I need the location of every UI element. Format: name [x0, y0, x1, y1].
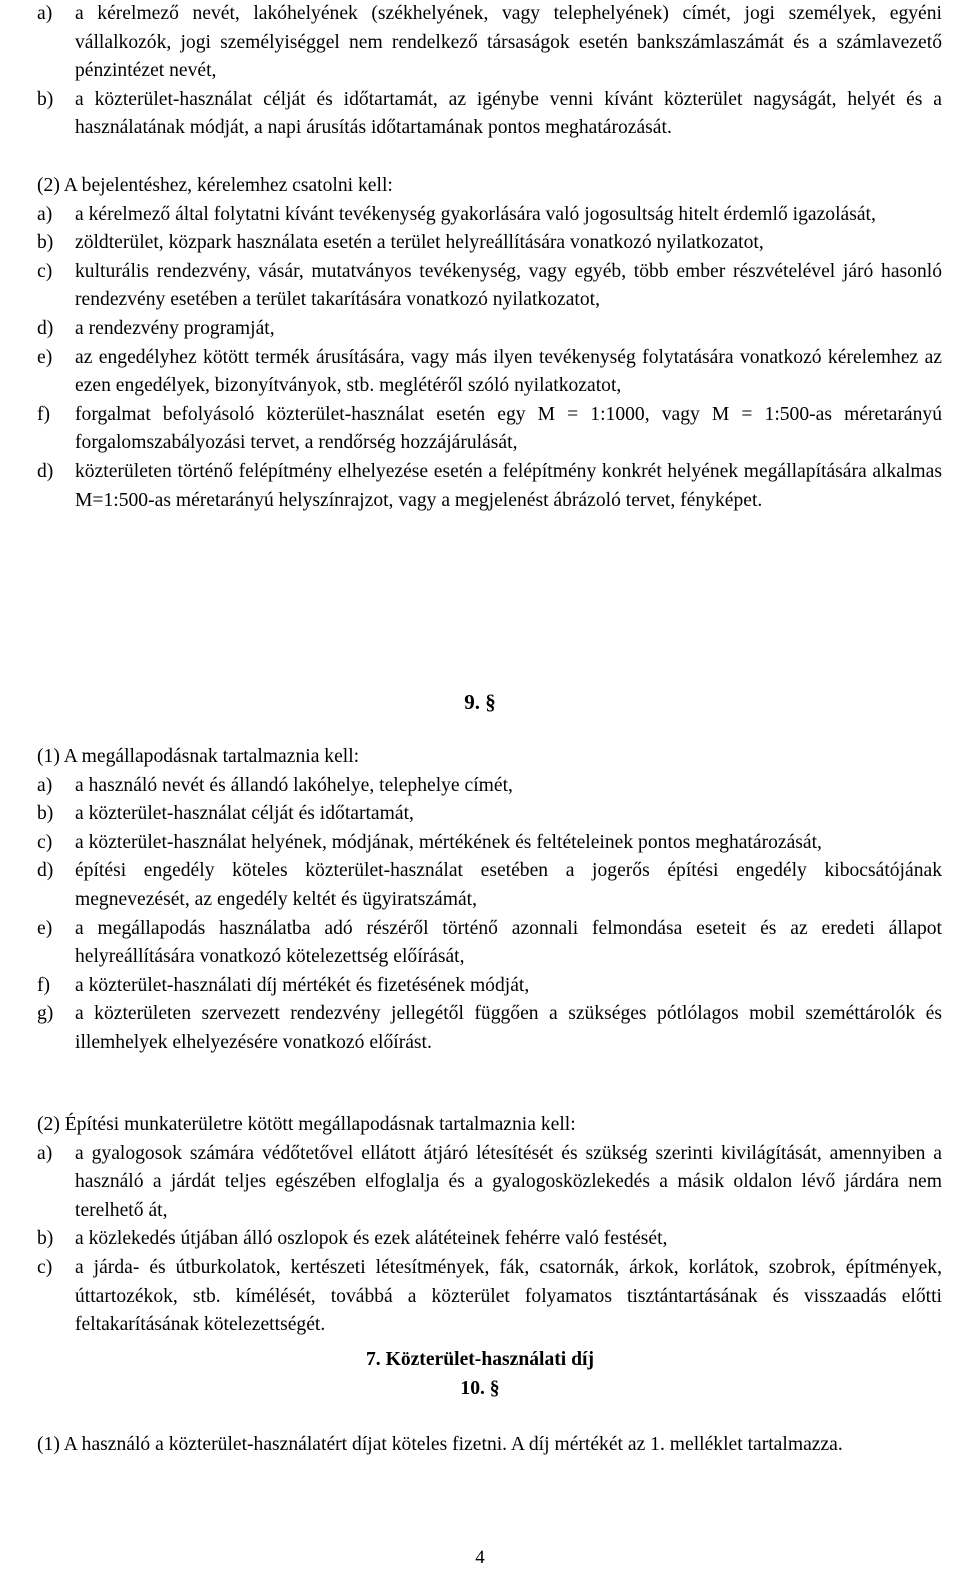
item-text: a kérelmező által folytatni kívánt tevékenység gyakorlására való jogosultság hitelt érdemlő igazolását,: [75, 203, 876, 225]
paragraph-intro-text: Építési munkaterületre kötött megállapodásnak tartalmaznia kell:: [64, 1114, 576, 1135]
item-label: a): [37, 774, 53, 796]
item-text: a közterület-használat helyének, módjának, mértékének és feltételeinek pontos meghatározását,: [75, 831, 822, 853]
list-item: [37, 1225, 942, 1254]
list-item: [37, 772, 942, 801]
list-continuation: [37, 0, 942, 143]
list-item: [37, 1140, 942, 1226]
item-text: a rendezvény programját,: [75, 317, 275, 339]
item-text: a közterület-használati díj mértékét és fizetésének módját,: [75, 974, 530, 996]
paragraph-body: A használó a közterület-használatért díjat köteles fizetni. A díj mértékét az 1. melléklet tartalmazza.: [63, 1434, 843, 1455]
item-text: közterületen történő felépítmény elhelyezése esetén a felépítmény konkrét helyének megállapítására alkalmas M=1:500-as méretarányú helyszínrajzot, vagy a megjelenést ábrázoló tervet, fényképet.: [75, 460, 942, 511]
list-item: [37, 0, 942, 86]
section-heading-10: 10. §: [460, 1378, 500, 1399]
item-text: a közterület-használat célját és időtartamát,: [75, 803, 414, 825]
item-label: f): [37, 974, 51, 996]
item-label: f): [37, 403, 51, 425]
list-item: [37, 401, 942, 458]
item-text: a kérelmező nevét, lakóhelyének (székhelyének, vagy telephelyének) címét, jogi személyek, egyéni vállalkozók, jogi személyiséggel nem rendelkező társaságok esetén bankszámlaszámát és a számlavezető pénzintézet nevét,: [75, 3, 942, 82]
list-item: [37, 915, 942, 972]
paragraph-text: [37, 1431, 942, 1460]
paragraph-number: (2): [37, 1114, 60, 1135]
item-label: b): [37, 88, 54, 110]
list-item: [37, 86, 942, 143]
list-item: [37, 201, 942, 230]
section-heading-9: 9. §: [464, 690, 496, 714]
section-10-paragraph-1: [37, 1431, 942, 1460]
paragraph-number: (2): [37, 175, 60, 196]
item-label: a): [37, 203, 53, 225]
item-text: zöldterület, közpark használata esetén a terület helyreállítására vonatkozó nyilatkozatot,: [75, 232, 764, 254]
list-item: [37, 258, 942, 315]
item-label: a): [37, 1142, 53, 1164]
list-item: [37, 229, 942, 258]
list-item: [37, 829, 942, 858]
item-text: kulturális rendezvény, vásár, mutatványos tevékenység, vagy egyéb, több ember részvételével járó hasonló rendezvény esetében a terület takarítására vonatkozó nyilatkozatot,: [75, 260, 942, 311]
paragraph-intro: [37, 743, 942, 772]
paragraph-number: (1): [37, 746, 60, 767]
paragraph-intro: [37, 1111, 942, 1140]
paragraph-intro-text: A bejelentéshez, kérelemhez csatolni kell:: [63, 175, 393, 196]
list-item: [37, 315, 942, 344]
item-label: e): [37, 346, 53, 368]
item-label: a): [37, 3, 53, 24]
item-label: d): [37, 860, 54, 882]
list-item: [37, 972, 942, 1001]
list-item: [37, 857, 942, 914]
list-item: [37, 1000, 942, 1057]
item-label: c): [37, 831, 53, 853]
paragraph-intro: [37, 172, 942, 201]
list-item: [37, 458, 942, 515]
item-text: a közterületen szervezett rendezvény jellegétől függően a szükséges pótlólagos mobil szeméttárolók és illemhelyek elhelyezésére vonatkozó előírást.: [75, 1003, 942, 1053]
item-label: b): [37, 232, 54, 254]
item-label: b): [37, 1228, 54, 1250]
page-number: 4: [475, 1547, 485, 1568]
item-label: e): [37, 917, 53, 939]
paragraph-intro-text: A megállapodásnak tartalmaznia kell:: [63, 746, 360, 767]
item-label: g): [37, 1003, 54, 1025]
list-item: [37, 1254, 942, 1340]
item-text: építési engedély köteles közterület-használat esetében a jogerős építési engedély kibocsátójának megnevezését, az engedély keltét és ügyiratszámát,: [75, 860, 942, 910]
item-label: c): [37, 260, 53, 282]
item-text: forgalmat befolyásoló közterület-használat esetén egy M = 1:1000, vagy M = 1:500-as méretarányú forgalomszabályozási tervet, a rendőrség hozzájárulását,: [75, 403, 942, 454]
chapter-heading: 7. Közterület-használati díj: [365, 1349, 595, 1370]
item-text: a közlekedés útjában álló oszlopok és ezek alátéteinek fehérre való festését,: [75, 1228, 668, 1250]
list-item: [37, 344, 942, 401]
item-text: a járda- és útburkolatok, kertészeti létesítmények, fák, csatornák, árkok, korlátok, szobrok, építmények, úttartozékok, stb. kímélését, továbbá a közterület folyamatos tisztántartásának és visszaadás előtti feltakarításának kötelezettségét.: [75, 1256, 942, 1336]
item-text: a közterület-használat célját és időtartamát, az igénybe venni kívánt közterület nagyságát, helyét és a használatának módját, a napi árusítás időtartamának pontos meghatározását.: [75, 88, 942, 139]
item-text: a gyalogosok számára védőtetővel ellátott átjáró létesítését és szükség szerinti kivilágítását, amennyiben a használó a járdát teljes egészében elfoglalja és a gyalogosközlekedés a másik oldalon lévő járdára nem terelhető át,: [75, 1142, 942, 1221]
section-9-paragraph-1: [37, 743, 942, 1058]
item-label: d): [37, 460, 54, 482]
item-text: a használó nevét és állandó lakóhelye, telephelye címét,: [75, 774, 513, 796]
item-text: a megállapodás használatba adó részéről történő azonnali felmondása eseteit és az eredeti állapot helyreállítására vonatkozó kötelezettség előírását,: [75, 917, 942, 968]
paragraph-number: (1): [37, 1434, 60, 1455]
item-text: az engedélyhez kötött termék árusítására, vagy más ilyen tevékenység folytatására vonatkozó kérelemhez az ezen engedélyek, bizonyítványok, stb. meglétéről szóló nyilatkozatot,: [75, 346, 942, 397]
item-label: d): [37, 317, 54, 339]
section-9-paragraph-2: [37, 1111, 942, 1340]
list-item: [37, 800, 942, 829]
item-label: b): [37, 803, 54, 825]
item-label: c): [37, 1256, 53, 1278]
paragraph-2: [37, 172, 942, 515]
